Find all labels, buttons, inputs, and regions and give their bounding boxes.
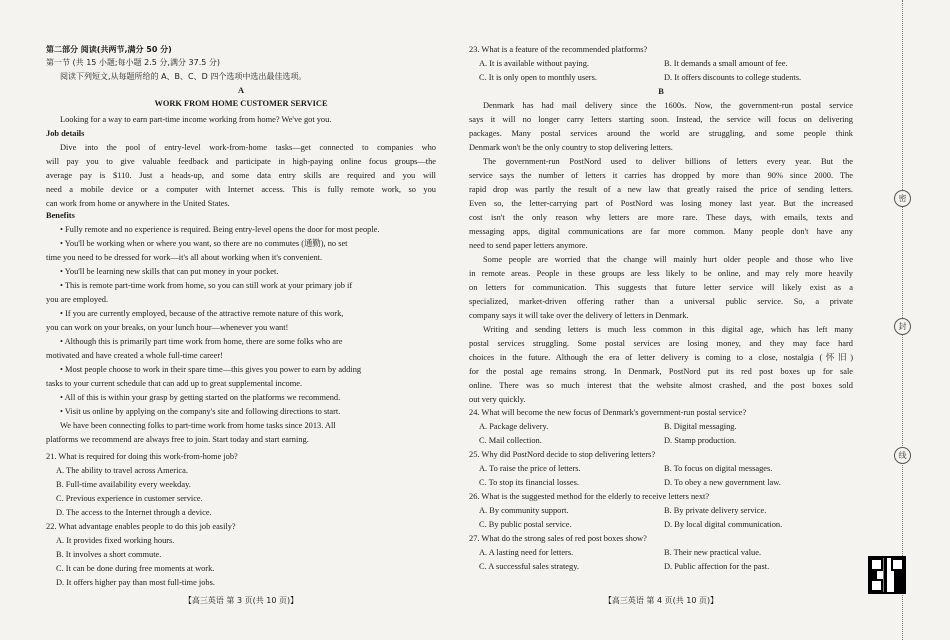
answer-option: C. A successful sales strategy.: [479, 562, 579, 571]
paragraph-line: specialized, market-driven offering rather than a universal public service. So, a private: [469, 297, 853, 306]
paragraph-line: Denmark won't be the only country to stop delivering letters.: [469, 143, 673, 152]
binding-margin: [854, 0, 950, 640]
benefit-line: • Visit us online by applying on the company's site and following directions to start.: [60, 407, 341, 416]
benefit-line: • Most people choose to work in their spare time—this gives you power to earn by adding: [60, 365, 362, 374]
left-page: [46, 0, 436, 640]
question-stem: 22. What advantage enables people to do this job easily?: [46, 522, 236, 531]
benefit-line: you can work on your breaks, on your lunch hour—whenever you want!: [46, 323, 289, 332]
answer-option: D. Stamp production.: [664, 436, 737, 445]
paragraph-line: need to send paper letters anymore.: [469, 241, 588, 250]
answer-option: C. Mail collection.: [479, 436, 542, 445]
answer-option: A. It provides fixed working hours.: [56, 536, 175, 545]
question-stem: 21. What is required for doing this work-from-home job?: [46, 452, 238, 461]
paragraph-line: need a mobile device or a computer with Internet access. This is fully remote work, so you: [46, 185, 436, 194]
paragraph-line: Even so, the letter-carrying part of PostNord was losing money last year. But the increased: [469, 199, 853, 208]
question-stem: 27. What do the strong sales of red post boxes show?: [469, 534, 647, 543]
answer-option: B. It involves a short commute.: [56, 550, 162, 559]
answer-option: A. A lasting need for letters.: [479, 548, 574, 557]
passage-label-b: B: [658, 87, 664, 96]
paragraph-line: will pay you to give valuable feedback and participate in high-paying online focus groups—the: [46, 157, 436, 166]
job-details-heading: Job details: [46, 129, 85, 138]
page-footer-right: 【高三英语 第 4 页(共 10 页)】: [603, 596, 719, 605]
right-page: [469, 0, 853, 640]
paragraph-line: Denmark has had mail delivery since the 1600s. Now, the government-run postal service: [483, 101, 853, 110]
paragraph-line: cost isn't the only reason why letters are more rare. These days, with emails, texts and: [469, 213, 853, 222]
answer-option: A. By community support.: [479, 506, 569, 515]
passage-title: WORK FROM HOME CUSTOMER SERVICE: [154, 99, 328, 108]
question-stem: 25. Why did PostNord decide to stop delivering letters?: [469, 450, 656, 459]
answer-option: B. Their new practical value.: [664, 548, 762, 557]
answer-option: D. It offers higher pay than most full-time jobs.: [56, 578, 215, 587]
question-stem: 24. What will become the new focus of Denmark's government-run postal service?: [469, 408, 747, 417]
answer-option: C. By public postal service.: [479, 520, 572, 529]
seal-mark: 线: [894, 447, 911, 464]
answer-option: C. Previous experience in customer service.: [56, 494, 203, 503]
seal-mark: 密: [894, 190, 911, 207]
instruction: 阅读下列短文,从每题所给的 A、B、C、D 四个选项中选出最佳选项。: [60, 72, 307, 81]
question-23-stem: 23. What is a feature of the recommended platforms?: [469, 45, 648, 54]
seal-mark: 封: [894, 318, 911, 335]
paragraph-line: choices in the future. Although the era of letter delivery is coming to a close, nostalgia (怀旧): [469, 353, 853, 362]
paragraph-line: rapid drop was partly the result of a new law that greatly raised the price of sending letters.: [469, 185, 853, 194]
q23-option: C. It is only open to monthly users.: [479, 73, 597, 82]
paragraph-line: says it will no longer carry letters starting soon. Instead, the service will focus on delivering: [469, 115, 853, 124]
benefit-line: • If you are currently employed, because of the attractive remote nature of this work,: [60, 309, 344, 318]
paragraph-line: for the postal age remains strong. In Denmark, PostNord put its red post boxes up for sale: [469, 367, 853, 376]
benefit-line: • This is remote part-time work from home, so you can still work at your primary job if: [60, 281, 353, 290]
benefit-line: We have been connecting folks to part-time work from home tasks since 2013. All: [60, 421, 336, 430]
benefit-line: tasks to your current schedule that can add up to great supplemental income.: [46, 379, 303, 388]
answer-option: D. To obey a new government law.: [664, 478, 781, 487]
benefit-line: you are employed.: [46, 295, 109, 304]
passage-label-a: A: [237, 86, 245, 95]
benefit-line: • All of this is within your grasp by getting started on the platforms we recommend.: [60, 393, 341, 402]
benefit-line: • Although this is primarily part time work from home, there are some folks who are: [60, 337, 343, 346]
question-stem: 26. What is the suggested method for the elderly to receive letters next?: [469, 492, 710, 501]
answer-option: D. By local digital communication.: [664, 520, 783, 529]
paragraph-line: service says the number of letters it carries has dropped by more than 90% since 2000. The: [469, 171, 853, 180]
benefit-line: • Fully remote and no experience is required. Being entry-level opens the door for most people.: [60, 225, 380, 234]
paragraph-line: Writing and sending letters is much less common in this digital age, which has left many: [483, 325, 853, 334]
answer-option: A. The ability to travel across America.: [56, 466, 188, 475]
q23-option: D. It offers discounts to college students.: [664, 73, 802, 82]
paragraph-line: on letters for communication. This suggests that future letter service will likely exist as a: [469, 283, 853, 292]
page-footer-left: 【高三英语 第 3 页(共 10 页)】: [183, 596, 299, 605]
benefit-line: • You'll be learning new skills that can put money in your pocket.: [60, 267, 279, 276]
answer-option: A. Package delivery.: [479, 422, 549, 431]
q23-option: A. It is available without paying.: [479, 59, 590, 68]
paragraph-line: packages. Many postal services around the world are struggling, and some people think: [469, 129, 853, 138]
answer-option: C. To stop its financial losses.: [479, 478, 579, 487]
paragraph-line: average pay is $110. Just a heads-up, and some data entry skills are required and you will: [46, 171, 436, 180]
paragraph-line: out very quickly.: [469, 395, 526, 404]
paragraph-line: in remote areas. People in these groups are less likely to be online, and may rely more heavily: [469, 269, 853, 278]
answer-option: B. Full-time availability every weekday.: [56, 480, 191, 489]
answer-option: A. To raise the price of letters.: [479, 464, 581, 473]
answer-option: B. By private delivery service.: [664, 506, 767, 515]
paragraph-line: Some people are worried that the change will mainly hurt older people and those who live: [483, 255, 853, 264]
intro-text: Looking for a way to earn part-time income working from home? We've got you.: [60, 115, 332, 124]
paragraph-line: company says it will take over the delivery of letters in Denmark.: [469, 311, 689, 320]
benefit-line: time you need to be dressed for work—it's all about working when it's convenient.: [46, 253, 323, 262]
paragraph-line: The government-run PostNord used to deliver billions of letters every year. But the: [483, 157, 853, 166]
q23-option: B. It demands a small amount of fee.: [664, 59, 788, 68]
answer-option: B. To focus on digital messages.: [664, 464, 773, 473]
qr-code-icon: [868, 556, 906, 594]
answer-option: D. Public affection for the past.: [664, 562, 770, 571]
paragraph-line: Dive into the pool of entry-level work-from-home tasks—get connected to companies who: [60, 143, 436, 152]
benefit-line: • You'll be working when or where you want, so there are no commutes (通勤), no set: [60, 239, 348, 248]
part-title: 第二部分 阅读(共两节,满分 50 分): [46, 45, 172, 54]
answer-option: B. Digital messaging.: [664, 422, 737, 431]
benefits-heading: Benefits: [46, 211, 75, 220]
paragraph-line: online. There was so much interest that the website almost crashed, and the post boxes sold: [469, 381, 853, 390]
answer-option: D. The access to the Internet through a device.: [56, 508, 212, 517]
benefit-line: platforms we recommend are always free to join. Start today and start earning.: [46, 435, 309, 444]
section-title: 第一节 (共 15 小题;每小题 2.5 分,满分 37.5 分): [46, 58, 220, 67]
paragraph-line: postal services struggling. Some postal services are losing money, and they may face hard: [469, 339, 853, 348]
paragraph-line: can work from home or anywhere in the United States.: [46, 199, 230, 208]
paragraph-line: messaging apps, digital communications are far more common. Many people don't have any: [469, 227, 853, 236]
benefit-line: motivated and have created a whole full-time career!: [46, 351, 223, 360]
answer-option: C. It can be done during free moments at work.: [56, 564, 215, 573]
